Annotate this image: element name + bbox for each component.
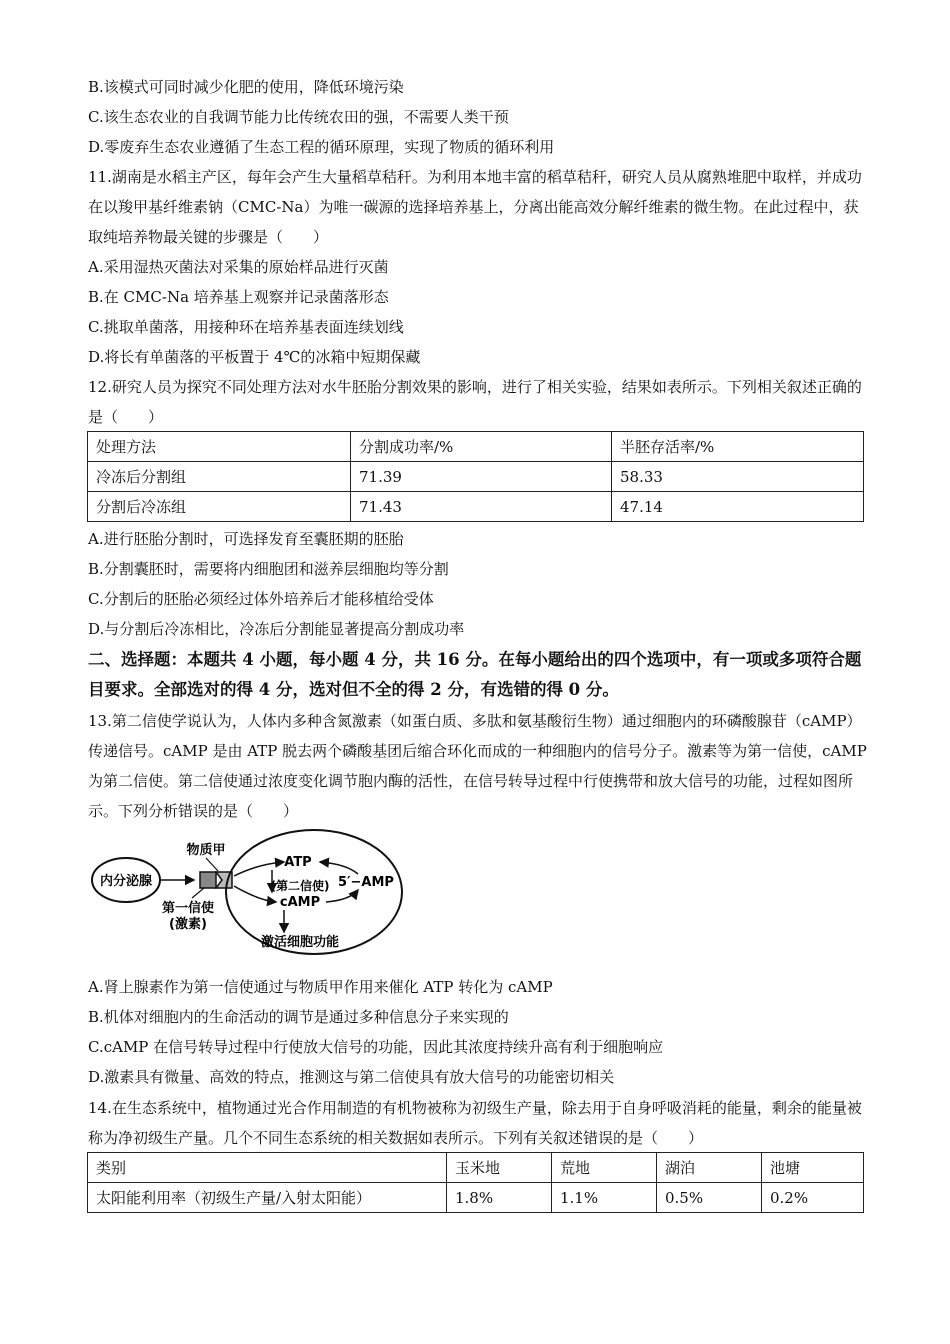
table-cell: 0.5% xyxy=(657,1183,762,1213)
table-header-cell: 荒地 xyxy=(552,1153,657,1183)
table-cell: 太阳能利用率（初级生产量/入射太阳能） xyxy=(88,1183,447,1213)
table-header-cell: 分割成功率/% xyxy=(351,432,612,462)
section-2-heading: 二、选择题：本题共 4 小题，每小题 4 分，共 16 分。在每小题给出的四个选项中，有一项或多项符合题目要求。全部选对的得 4 分，选对但不全的得 2 分，有选错的得 0 分。 xyxy=(88,650,862,699)
table-header-row xyxy=(88,1153,864,1183)
second-messenger-label: (第二信使) xyxy=(270,879,330,893)
q11-stem: 11.湖南是水稻主产区，每年会产生大量稻草秸秆。为利用本地丰富的稻草秸秆，研究人员从腐熟堆肥中取样，并成功在以羧甲基纤维素钠（CMC-Na）为唯一碳源的选择培养基上，分离出能高效分解纤维素的微生物。在此过程中，获取纯培养物最关键的步骤是（ ） xyxy=(88,168,862,246)
q10-option-d: D.零废弃生态农业遵循了生态工程的循环原理，实现了物质的循环利用 xyxy=(88,138,555,156)
table-cell: 1.1% xyxy=(552,1183,657,1213)
table-header-cell: 池塘 xyxy=(762,1153,864,1183)
q10-option-c: C.该生态农业的自我调节能力比传统农田的强，不需要人类干预 xyxy=(88,108,509,126)
table-header-cell: 湖泊 xyxy=(657,1153,762,1183)
q12-table xyxy=(87,431,864,522)
camp-label: cAMP xyxy=(279,895,321,910)
q12-option-b: B.分割囊胚时，需要将内细胞团和滋养层细胞均等分割 xyxy=(88,560,449,578)
table-cell: 分割后冷冻组 xyxy=(88,492,351,522)
amp-label: 5′−AMP xyxy=(338,875,394,890)
table-header-cell: 半胚存活率/% xyxy=(612,432,864,462)
q12-stem: 12.研究人员为探究不同处理方法对水牛胚胎分割效果的影响，进行了相关实验，结果如表所示。下列相关叙述正确的是（ ） xyxy=(88,378,862,426)
table-cell: 71.39 xyxy=(351,462,612,492)
q11-option-d: D.将长有单菌落的平板置于 4℃的冰箱中短期保藏 xyxy=(88,348,421,366)
q12-option-c: C.分割后的胚胎必须经过体外培养后才能移植给受体 xyxy=(88,590,434,608)
table-header-cell: 类别 xyxy=(88,1153,447,1183)
q13-option-a: A.肾上腺素作为第一信使通过与物质甲作用来催化 ATP 转化为 cAMP xyxy=(88,978,553,996)
table-row xyxy=(88,462,864,492)
q12-option-d: D.与分割后冷冻相比，冷冻后分割能显著提高分割成功率 xyxy=(88,620,465,638)
gland-label: 内分泌腺 xyxy=(99,874,153,889)
q11-option-b: B.在 CMC-Na 培养基上观察并记录菌落形态 xyxy=(88,288,389,306)
table-cell: 47.14 xyxy=(612,492,864,522)
table-cell: 1.8% xyxy=(447,1183,552,1213)
q13-option-d: D.激素具有微量、高效的特点，推测这与第二信使具有放大信号的功能密切相关 xyxy=(88,1068,615,1086)
table-header-cell: 玉米地 xyxy=(447,1153,552,1183)
activate-label: 激活细胞功能 xyxy=(260,935,340,950)
hormone-label: (激素) xyxy=(169,917,207,932)
q13-option-b: B.机体对细胞内的生命活动的调节是通过多种信息分子来实现的 xyxy=(88,1008,509,1026)
q13-stem: 13.第二信使学说认为，人体内多种含氮激素（如蛋白质、多肽和氨基酸衍生物）通过细胞内的环磷酸腺苷（cAMP）传递信号。cAMP 是由 ATP 脱去两个磷酸基团后缩合环化而成的一种细胞内的信号分子。激素等为第一信使，cAMP 为第二信使。第二信使通过浓度变化调节胞内酶的活性，在信号转导过程中行使携带和放大信号的功能，过程如图所示。下列分析错误的是（ ） xyxy=(88,712,867,820)
table-header-row xyxy=(88,432,864,462)
table-cell: 58.33 xyxy=(612,462,864,492)
q11-option-a: A.采用湿热灭菌法对采集的原始样品进行灭菌 xyxy=(88,258,389,276)
q14-table xyxy=(87,1152,864,1213)
atp-label: ATP xyxy=(284,855,312,870)
signal-pathway-diagram xyxy=(88,828,408,963)
substance-label: 物质甲 xyxy=(186,843,226,858)
table-row xyxy=(88,492,864,522)
q12-option-a: A.进行胚胎分割时，可选择发育至囊胚期的胚胎 xyxy=(88,530,404,548)
table-cell: 冷冻后分割组 xyxy=(88,462,351,492)
first-messenger-label: 第一信使 xyxy=(161,901,215,916)
table-cell: 71.43 xyxy=(351,492,612,522)
table-row xyxy=(88,1183,864,1213)
table-cell: 0.2% xyxy=(762,1183,864,1213)
q10-option-b: B.该模式可同时减少化肥的使用，降低环境污染 xyxy=(88,78,404,96)
table-header-cell: 处理方法 xyxy=(88,432,351,462)
hormone-shape xyxy=(200,872,216,888)
q11-option-c: C.挑取单菌落，用接种环在培养基表面连续划线 xyxy=(88,318,404,336)
q13-option-c: C.cAMP 在信号转导过程中行使放大信号的功能，因此其浓度持续升高有利于细胞响应 xyxy=(88,1038,664,1056)
q14-stem: 14.在生态系统中，植物通过光合作用制造的有机物被称为初级生产量，除去用于自身呼吸消耗的能量，剩余的能量被称为净初级生产量。几个不同生态系统的相关数据如表所示。下列有关叙述错误的是（ ） xyxy=(88,1099,862,1147)
